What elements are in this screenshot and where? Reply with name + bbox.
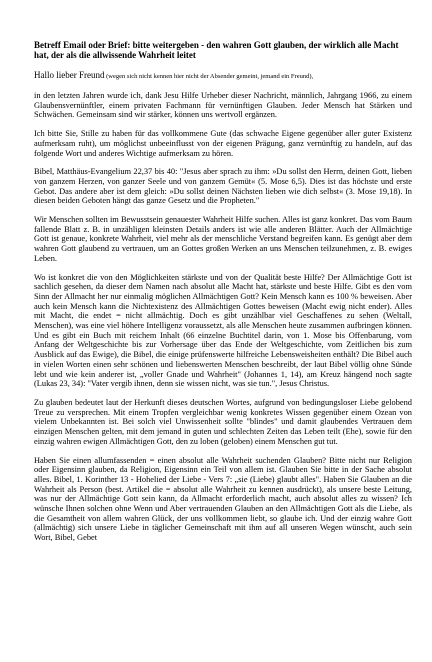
paragraph-request: Ich bitte Sie, Stille zu haben für das vollkommene Gute (das schwache Eigene gegenüber aller guter Existenz aufmerksam ruht), um möglichst unbeeinflusst von der eigenen Prägung, ganz vernünftig zu handeln, auf das folgende Wort und anderes Wichtige aufmerksam zu hören. [34, 129, 412, 158]
paragraph-almighty: Wo ist konkret die von den Möglichkeiten stärkste und von der Qualität beste Hilfe? Der Allmächtige Gott ist sachlich gesehen, da dieser dem Namen nach absolut alle Macht hat, stärkste und beste Hilfe. Gibt es den vom Sinn der Allmacht her nur einmalig möglichen Allmächtigen Gott? Kein Mensch kann es 100 % beweisen. Aber auch kein Mensch kann die Nichtexistenz des Allmächtigen Gottes beweisen (Macht ewig nicht ender). Alles mit Macht, die endet = nicht allmächtig. Doch es gibt unzählbar viel Geschaffenes zu sehen (Weltall, Menschen), was eine viel höhere Intelligenz voraussetzt, als alle Menschen heute zusammen aufbringen können. Und es gibt ein Buch mit reichem Inhalt (66 einzelne Buchtitel darin, von 1. Mose bis Offenbarung, vom Anfang der Weltgeschichte bis zur Vorhersage über das Ende der Weltgeschichte, vom Zeitlichen bis zum Ausblick auf das Ewige), die Bibel, die einige prüfenswerte hilfreiche Lebensweisheiten enthält? Die Bibel auch in vielen Worten einen sehr schönen und liebenswerten Menschen beschreibt, der laut Bibel völlig ohne Sünde lebt und wie kein anderer ist, „voller Gnade und Wahrheit" (Johannes 1, 14), am Kreuz hängend noch sagte (Lukas 23, 34): "Vater vergib ihnen, denn sie wissen nicht, was sie tun.", Jesus Christus. [34, 272, 412, 389]
greeting-note: (wegen sich nicht kennen hier nicht der Absender gemeint, jemand ein Freund), [104, 73, 314, 80]
letter-subject: Betreff Email oder Brief: bitte weitergeben - den wahren Gott glauben, der wirklich alle Macht hat, der als die allwissende Wahrheit leitet [34, 40, 399, 60]
greeting-text: Hallo lieber Freund [34, 70, 105, 80]
paragraph-intro: in den letzten Jahren wurde ich, dank Jesu Hilfe Urheber dieser Nachricht, männlich, Jahrgang 1966, zu einem Glaubensvernünftler, einem privaten Fachmann für vernünftigen Glauben. Jeder Mensch hat Stärken und Schwächen. Gemeinsam sind wir stärker, können uns wertvoll ergänzen. [34, 91, 412, 120]
letter-page [34, 40, 412, 656]
paragraph-bible-quote: Bibel, Matthäus-Evangelium 22,37 bis 40: "Jesus aber sprach zu ihm: »Du sollst den Herrn, deinen Gott, lieben von ganzem Herzen, von ganzer Seele und von ganzem Gemüt« (5. Mose 6,5). Dies ist das höchste und erste Gebot. Das andere aber ist dem gleich: »Du sollst deinen Nächsten lieben wie dich selbst« (3. Mose 19,18). In diesen beiden Geboten hängt das ganze Gesetz und die Propheten." [34, 167, 412, 206]
letter-greeting [34, 70, 412, 82]
paragraph-all-encompassing: Haben Sie einen allumfassenden = einen absolut alle Wahrheit suchenden Glauben? Bitte nicht nur Religion oder Eigensinn glauben, da Religion, Eigensinn ein Teil von allem ist. Glauben Sie bitte in der Sache absolut alles. Bibel, 1. Korinther 13 - Hohelied der Liebe - Vers 7: „sie (Liebe) glaubt alles". Haben Sie Glauben an die Wahrheit als Person (best. Artikel die = absolut alle Wahrheit zu kennen ausdrückt), als unsere beste Leitung, was nur der Allmächtige Gott sein kann, da Allmacht erforderlich macht, auch absolut alles zu wissen? Ich wünsche Ihnen solchen ohne Wenn und Aber vertrauenden Glauben an den Allmächtigen Gott als die Liebe, als die Gesamtheit von allem wahren Glück, der uns vollkommen liebt, so glaube ich. Und der einzig wahre Gott (allmächtig) sich unsere Liebe in täglicher Gemeinschaft mit ihm auf all unseren Wegen wünscht, auch sein Wort, Bibel, Gebet [34, 455, 412, 543]
paragraph-faith-meaning: Zu glauben bedeutet laut der Herkunft dieses deutschen Wortes, aufgrund von bedingungsloser Liebe gelobend Treue zu versprechen. Mit einem Tropfen vergleichbar wenig konkretes Wissen gegenüber einem Ozean von vielem Unbekannten ist. Bei solch viel Unwissenheit sollte "blindes" und damit glaubendes Vertrauen dem einzigen Menschen gelten, mit dem jemand in guten und schlechten Zeiten das Leben teilt (Ehe), sowie für den einzig wahren ewigen Allmächtigen Gott, den zu loben (geloben) einem Menschen gut tut. [34, 397, 412, 446]
paragraph-truth: Wir Menschen sollten im Bewusstsein genauester Wahrheit Hilfe suchen. Alles ist ganz konkret. Das vom Baum fallende Blatt z. B. in unzähligen kleinsten Details anders ist wie alle anderen Blätter. Auch der Allmächtige Gott ist genaue, konkrete Wahrheit, viel mehr als der menschliche Verstand begreifen kann. Es genügt aber dem wahren Gott glaubend zu vertrauen, um an Gottes großen Werken an uns Menschen teilzunehmen, z. B. ewiges Leben. [34, 215, 412, 263]
